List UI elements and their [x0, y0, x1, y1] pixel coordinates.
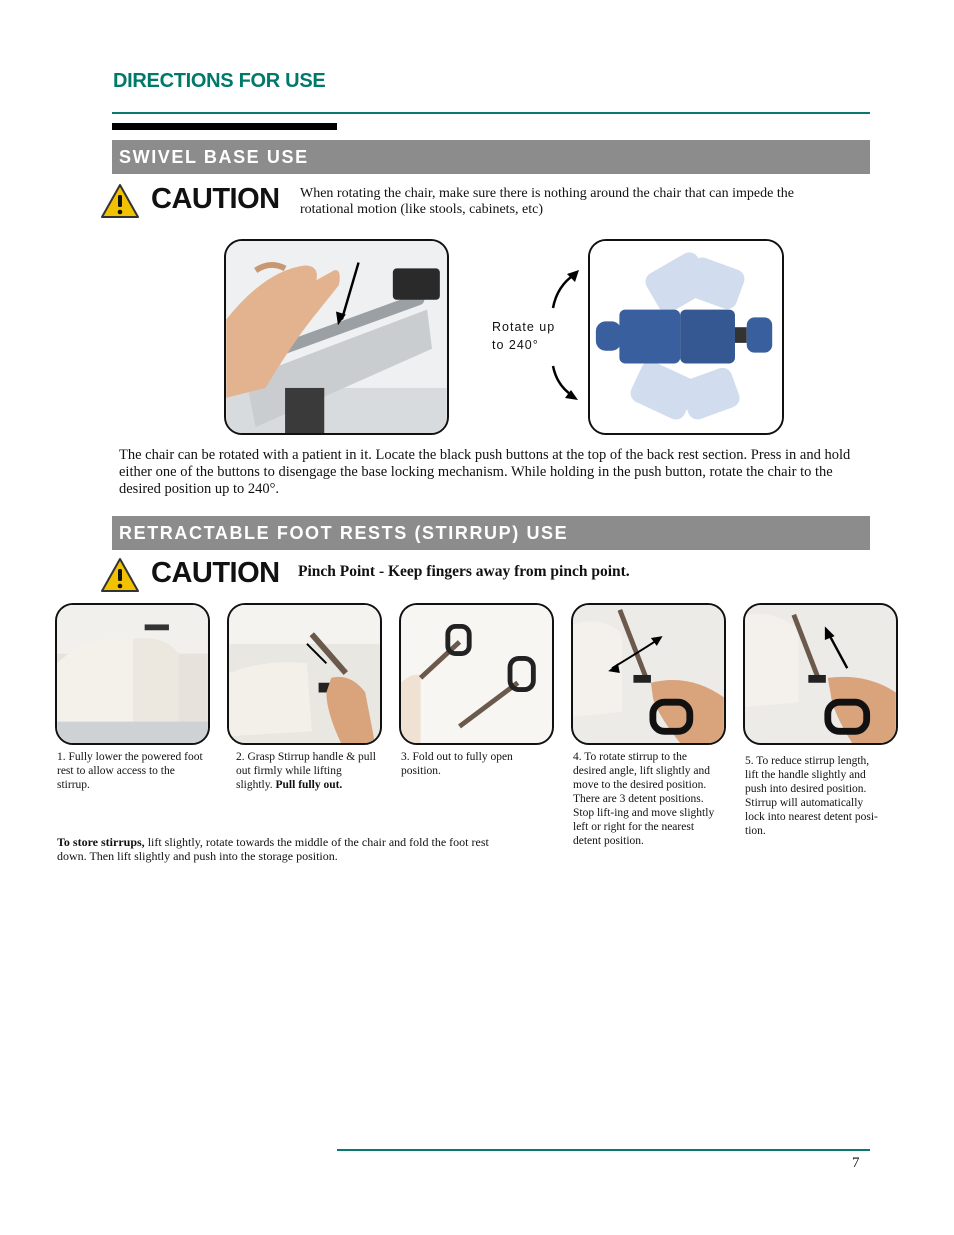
caution-text: Pinch Point - Keep fingers away from pinch point.: [298, 563, 630, 580]
step-4-photo: [571, 603, 726, 745]
section-title-swivel: SWIVEL BASE USE: [112, 140, 870, 174]
push-button-photo: [224, 239, 449, 435]
step-5-photo: [743, 603, 898, 745]
step-1-photo: [55, 603, 210, 745]
rotate-label-line2: to 240°: [492, 338, 539, 352]
page-heading: DIRECTIONS FOR USE: [113, 70, 326, 92]
step-1-text: 1. Fully lower the powered foot rest to allow access to the stirrup.: [57, 751, 203, 791]
rotate-label-line1: Rotate up: [492, 320, 556, 334]
rotate-arrows: [545, 268, 585, 408]
section-title-stirrup: RETRACTABLE FOOT RESTS (STIRRUP) USE: [112, 516, 870, 550]
store-instructions-bold: To store stirrups,: [57, 835, 145, 849]
swivel-instructions: The chair can be rotated with a patient in it. Locate the black push buttons at the top of the back rest section. Press in and hold either one of the buttons to disengage the base locking mechanism. While holding in the push button, rotate the chair to the desired position up to 240°.: [119, 447, 851, 497]
caution-text: When rotating the chair, make sure there is nothing around the chair that can impede the rotational motion (like stools, cabinets, etc): [300, 186, 794, 217]
caution-label: CAUTION: [151, 183, 280, 215]
warning-icon: [100, 557, 140, 593]
caution-label: CAUTION: [151, 557, 280, 589]
step-4-text: 4. To rotate stirrup to the desired angle, lift slightly and move to the desired position. There are 3 detent positions. Stop lift-ing and move slightly left or right for the nearest detent position.: [573, 751, 715, 847]
step-2-photo: [227, 603, 382, 745]
footer-rule: [337, 1149, 870, 1151]
warning-icon: [100, 183, 140, 219]
step-3-photo: [399, 603, 554, 745]
chair-top-view-photo: [588, 239, 784, 435]
header-black-bar: [112, 123, 337, 130]
step-2-text-main: 2. Grasp Stirrup handle & pull out firmly while lifting slightly.: [236, 751, 376, 791]
step-5-text: 5. To reduce stirrup length, lift the handle slightly and push into desired position. Stirrup will automatically lock into nearest detent posi-tion.: [745, 755, 878, 837]
header-rule: [112, 112, 870, 114]
store-instructions: [57, 835, 497, 863]
step-2-text: [236, 750, 381, 792]
step-3-text: 3. Fold out to fully open position.: [401, 751, 513, 777]
page-number: 7: [852, 1155, 860, 1171]
store-instructions-text: lift slightly, rotate towards the middle of the chair and fold the foot rest down. Then lift slightly and push into the storage position.: [57, 835, 489, 863]
step-2-text-bold: Pull fully out.: [272, 779, 343, 791]
